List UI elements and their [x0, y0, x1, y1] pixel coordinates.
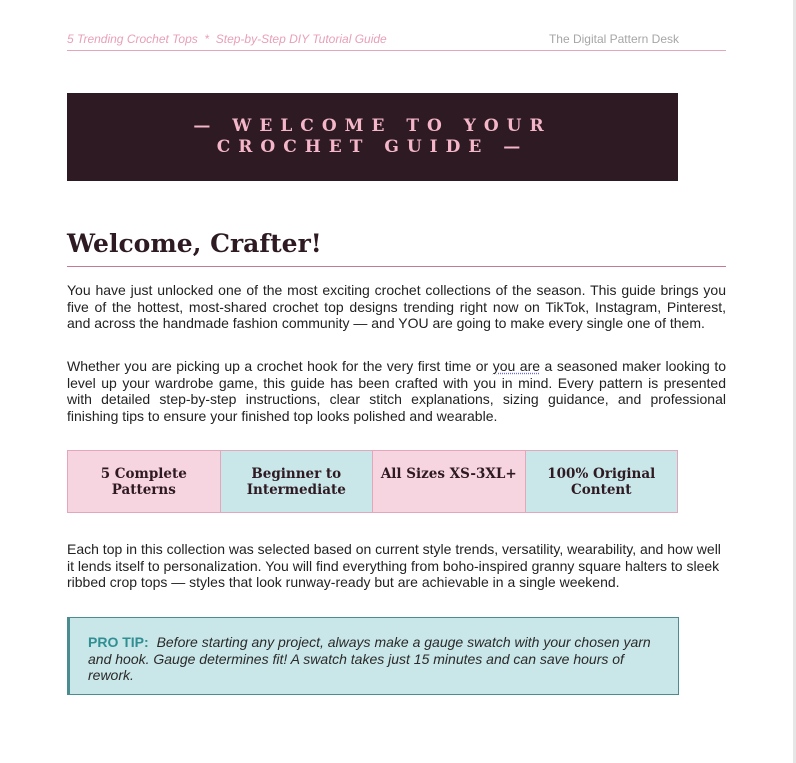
pro-tip-text: Before starting any project, always make a gauge swatch with your chosen yarn and hook. Gauge determines fit! A swatch takes just 15 minutes and can save hours of rework. — [88, 634, 651, 683]
stat-original — [526, 451, 678, 512]
stats-row — [67, 450, 678, 513]
header-publisher: The Digital Pattern Desk — [548, 32, 679, 46]
welcome-banner — [67, 93, 678, 181]
intro-paragraph: You have just unlocked one of the most exciting crochet collections of the season. This guide brings you five of the hottest, most-shared crochet top designs trending right now on TikTok, Instagram, Pinterest, and across the handmade fashion community — and YOU are going to make every single one of them. — [67, 282, 726, 331]
page-header — [67, 31, 726, 51]
stat-sizes — [373, 451, 526, 512]
stat-skill-level — [221, 451, 374, 512]
header-title: 5 Trending Crochet Tops * Step-by-Step DIY Tutorial Guide — [67, 32, 387, 46]
banner-text: — WELCOME TO YOUR CROCHET GUIDE — — [193, 116, 552, 157]
grammar-marked-phrase[interactable]: you are — [492, 358, 541, 374]
stat-label: Beginner to Intermediate — [246, 466, 346, 498]
stat-patterns — [68, 451, 221, 512]
stat-label: All Sizes XS-3XL+ — [380, 466, 517, 482]
pro-tip-box — [67, 617, 679, 695]
stat-label: 100% Original Content — [547, 466, 656, 498]
audience-text-end: a seasoned maker looking to level up your wardrobe game, this guide has been crafted with you in mind. Every pattern is presented with detailed step-by-step instructions, clear stitch explanations, sizing guidance, and professional finishing tips to ensure your finished top looks polished and wearable. — [67, 358, 727, 424]
selection-paragraph: Each top in this collection was selected based on current style trends, versatility, wearability, and how well it lends itself to personalization. You will find everything from boho-inspired granny square halters to sleek ribbed crop tops — styles that look runway-ready but are achievable in a single weekend. — [67, 541, 721, 590]
audience-paragraph — [67, 358, 726, 424]
stat-label: 5 Complete Patterns — [100, 466, 187, 498]
pro-tip-label: PRO TIP: — [88, 634, 149, 650]
page-title: Welcome, Crafter! — [67, 226, 726, 267]
audience-text-start: Whether you are picking up a crochet hook for the very first time or — [67, 358, 493, 374]
